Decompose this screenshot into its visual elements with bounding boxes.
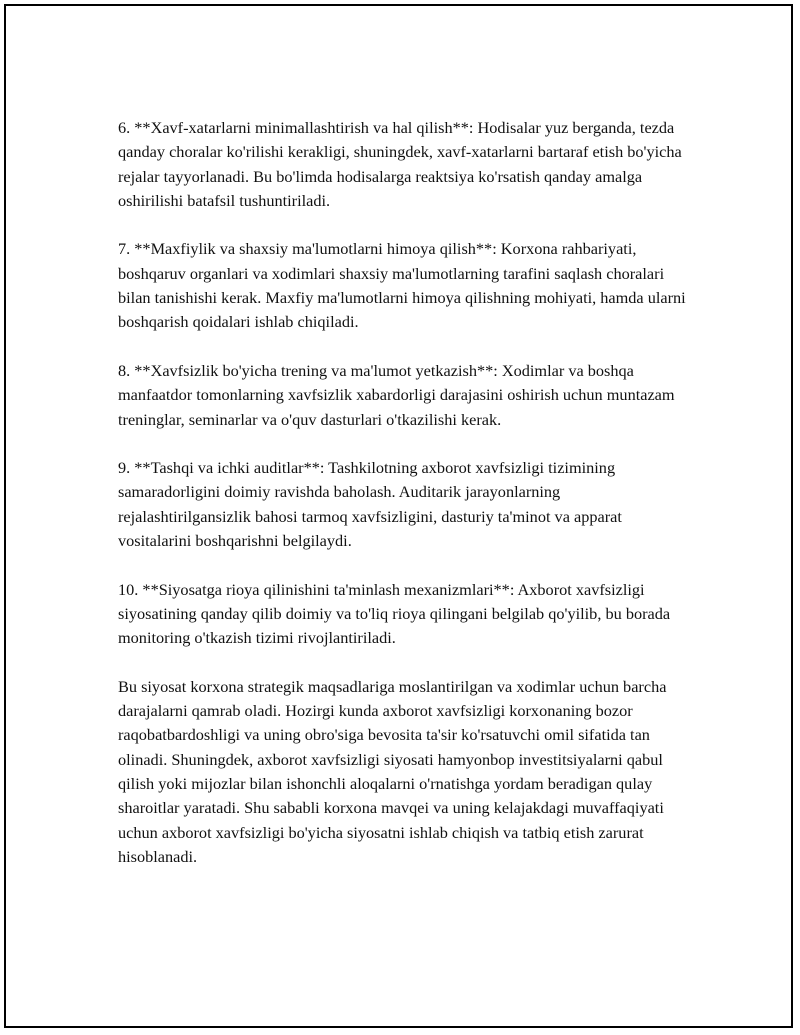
paragraph-conclusion: Bu siyosat korxona strategik maqsadlariga moslantirilgan va xodimlar uchun barcha darajalarni qamrab oladi. Hozirgi kunda axborot xavfsizligi korxonaning bozor raqobatbardoshligi va uning obro'siga bevosita ta'sir ko'rsatuvchi omil sifatida tan olinadi. Shuningdek, axborot xavfsizligi siyosati hamyonbop investitsiyalarni qabul qilish yoki mijozlar bilan ishonchli aloqalarni o'rnatishga yordam beradigan qulay sharoitlar yaratadi. Shu sababli korxona mavqei va uning kelajakdagi muvaffaqiyati uchun axborot xavfsizligi bo'yicha siyosatni ishlab chiqish va tatbiq etish zarurat hisoblanadi. [118, 676, 667, 866]
paragraph-security-training: 8. **Xavfsizlik bo'yicha trening va ma'lumot yetkazish**: Xodimlar va boshqa manfaatdor tomonlarning xavfsizlik xabardorligi darajasini oshirish uchun muntazam treninglar, seminarlar va o'quv dasturlari o'tkazilishi kerak. [118, 360, 675, 429]
document-body [118, 116, 693, 894]
paragraph-audits: 9. **Tashqi va ichki auditlar**: Tashkilotning axborot xavfsizligi tizimining samaradorligini doimiy ravishda baholash. Auditarik jarayonlarning rejalashtirilgansizlik bahosi tarmoq xavfsizligini, dasturiy ta'minot va apparat vositalarini boshqarishni belgilaydi. [118, 458, 622, 551]
paragraph-privacy-protection: 7. **Maxfiylik va shaxsiy ma'lumotlarni himoya qilish**: Korxona rahbariyati, boshqaruv organlari va xodimlari shaxsiy ma'lumotlarning tarafini saqlash choralari bilan tanishishi kerak. Maxfiy ma'lumotlarni himoya qilishning mohiyati, hamda ularni boshqarish qoidalari ishlab chiqiladi. [118, 239, 686, 332]
paragraph-compliance-mechanisms: 10. **Siyosatga rioya qilinishini ta'minlash mexanizmlari**: Axborot xavfsizligi siyosatining qanday qilib doimiy va to'liq rioya qilingani belgilab qo'yilib, bu borada monitoring o'tkazish tizimi rivojlantiriladi. [118, 579, 671, 648]
paragraph-risk-mitigation: 6. **Xavf-xatarlarni minimallashtirish va hal qilish**: Hodisalar yuz berganda, tezda qanday choralar ko'rilishi kerakligi, shuningdek, xavf-xatarlarni bartaraf etish bo'yicha rejalar tayyorlanadi. Bu bo'limda hodisalarga reaktsiya ko'rsatish qanday amalga oshirilishi batafsil tushuntiriladi. [118, 118, 682, 210]
